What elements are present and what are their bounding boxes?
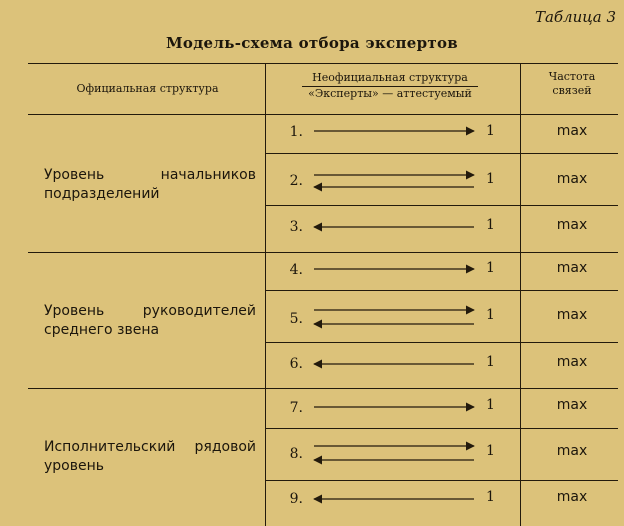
row-frequency: max (556, 443, 588, 459)
row-frequency: max (556, 123, 588, 139)
row-target: 1 (486, 354, 495, 370)
row-frequency: max (556, 307, 588, 323)
table-title: Модель-схема отбора экспертов (166, 34, 458, 52)
row-frequency: max (556, 171, 588, 187)
row-target: 1 (486, 123, 495, 139)
row-target: 1 (486, 397, 495, 413)
row-number: 4. (289, 262, 303, 278)
header-official-structure: Официальная структура (76, 82, 219, 95)
row-target: 1 (486, 443, 495, 459)
row-frequency: max (556, 260, 588, 276)
row-number: 2. (289, 173, 303, 189)
row-number: 7. (289, 400, 303, 416)
level-label: Уровень начальников подразделений (44, 167, 256, 202)
row-frequency: max (556, 354, 588, 370)
table-number: Таблица 3 (534, 8, 616, 26)
header-unofficial-structure: Неофициальная структура (312, 71, 468, 84)
row-number: 6. (289, 356, 303, 372)
row-target: 1 (486, 307, 495, 323)
row-number: 9. (289, 491, 303, 507)
row-target: 1 (486, 217, 495, 233)
level-label: Исполнительский рядовой уровень (44, 439, 256, 474)
row-target: 1 (486, 171, 495, 187)
row-number: 8. (289, 446, 303, 462)
row-frequency: max (556, 217, 588, 233)
row-frequency: max (556, 489, 588, 505)
header-frequency-line1: Частота (548, 70, 596, 83)
row-number: 3. (289, 219, 303, 235)
row-target: 1 (486, 489, 495, 505)
row-number: 5. (289, 311, 303, 327)
row-frequency: max (556, 397, 588, 413)
row-target: 1 (486, 260, 495, 276)
row-number: 1. (289, 124, 303, 140)
header-experts-attested: «Эксперты» — аттестуемый (308, 87, 472, 100)
level-label: Уровень руководителей среднего звена (44, 303, 256, 338)
header-frequency-line2: связей (552, 84, 592, 97)
